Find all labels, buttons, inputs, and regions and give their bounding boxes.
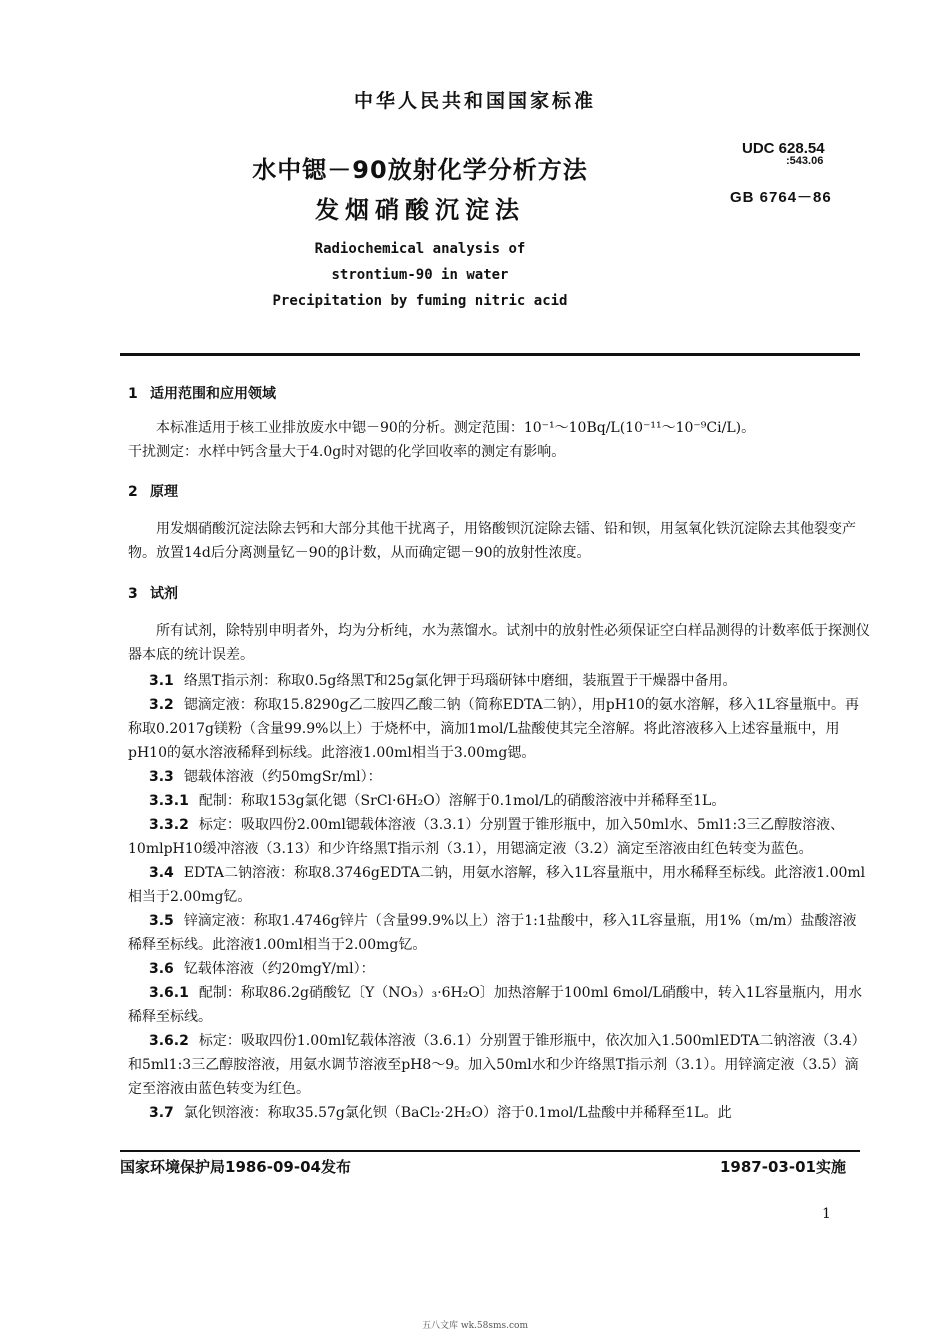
title-cn-line-1: 水中锶－90放射化学分析方法 xyxy=(252,156,588,184)
section-3-heading: 3 试剂 xyxy=(128,586,178,602)
udc-line-1: UDC 628.54 xyxy=(742,140,825,157)
gb-code: GB 6764－86 xyxy=(730,189,832,206)
reagent-3-1: 3.1 络黑T指示剂：称取0.5g络黑T和25g氯化钾于玛瑙研钵中磨细，装瓶置于干燥器中备用。 xyxy=(149,673,737,689)
udc-code xyxy=(742,140,825,167)
effective-date: 1987-03-01实施 xyxy=(720,1158,846,1176)
section-1-heading: 1 适用范围和应用领域 xyxy=(128,386,276,402)
issue-date: 国家环境保护局1986-09-04发布 xyxy=(120,1158,351,1176)
reagent-3-3-1: 3.3.1 配制：称取153g氯化锶（SrCl·6H₂O）溶解于0.1mol/L的硝酸溶液中并稀释至1L。 xyxy=(149,793,726,809)
page-number: 1 xyxy=(822,1206,831,1222)
title-en xyxy=(180,236,660,314)
title-cn-line-2: 发烟硝酸沉淀法 xyxy=(315,196,525,224)
header-divider xyxy=(120,353,860,356)
title-en-line-2: strontium-90 in water xyxy=(331,267,509,283)
reagent-3-6: 3.6 钇载体溶液（约20mgY/ml）： xyxy=(149,961,375,977)
reagent-3-5: 3.5 锌滴定液：称取1.4746g锌片（含量99.9%以上）溶于1:1盐酸中，移入1L容量瓶，用1%（m/m）盐酸溶液稀释至标线。此溶液1.00ml相当于2.00mg钇。 xyxy=(128,913,857,953)
issuing-org: 中华人民共和国国家标准 xyxy=(353,90,596,112)
reagent-3-3-2: 3.3.2 标定：吸取四份2.00ml锶载体溶液（3.3.1）分别置于锥形瓶中，加入50ml水、5ml1:3三乙醇胺溶液、10mlpH10缓冲溶液（3.13）和少许络黑T指示剂（3.1），用锶滴定液（3.2）滴定至溶液由红色转变为蓝色。 xyxy=(128,817,845,857)
reagent-3-2: 3.2 锶滴定液：称取15.8290g乙二胺四乙酸二钠（简称EDTA二钠），用pH10的氨水溶解，移入1L容量瓶中。再称取0.2017g镁粉（含量99.9%以上）于烧杯中，滴加1mol/L盐酸使其完全溶解。将此溶液移入上述容量瓶中，用pH10的氨水溶液稀释到标线。此溶液1.00ml相当于3.00mg锶。 xyxy=(128,697,859,761)
section-1-text-1: 本标准适用于核工业排放废水中锶－90的分析。测定范围：10⁻¹～10Bq/L(10⁻¹¹～10⁻⁹Ci/L)。 xyxy=(156,420,756,436)
section-2-heading: 2 原理 xyxy=(128,484,178,500)
title-en-line-1: Radiochemical analysis of xyxy=(314,241,526,257)
footer-divider xyxy=(120,1150,860,1152)
watermark-text: 五八文库 wk.58sms.com xyxy=(422,1321,528,1331)
section-3-intro: 所有试剂，除特别申明者外，均为分析纯，水为蒸馏水。试剂中的放射性必须保证空白样品测得的计数率低于探测仪器本底的统计误差。 xyxy=(128,623,870,663)
reagent-3-3: 3.3 锶载体溶液（约50mgSr/ml）： xyxy=(149,769,382,785)
document-body xyxy=(128,383,870,1125)
section-1-text-2: 干扰测定：水样中钙含量大于4.0g时对锶的化学回收率的测定有影响。 xyxy=(128,444,566,460)
reagent-3-6-1: 3.6.1 配制：称取86.2g硝酸钇〔Y（NO₃）₃·6H₂O〕加热溶解于100ml 6mol/L硝酸中，转入1L容量瓶内，用水稀释至标线。 xyxy=(128,985,863,1025)
title-en-line-3: Precipitation by fuming nitric acid xyxy=(272,293,568,309)
section-2-text: 用发烟硝酸沉淀法除去钙和大部分其他干扰离子，用铬酸钡沉淀除去镭、铅和钡，用氢氧化铁沉淀除去其他裂变产物。放置14d后分离测量钇－90的β计数，从而确定锶－90的放射性浓度。 xyxy=(128,521,856,561)
reagent-3-4: 3.4 EDTA二钠溶液：称取8.3746gEDTA二钠，用氨水溶解，移入1L容量瓶中，用水稀释至标线。此溶液1.00ml相当于2.00mg钇。 xyxy=(128,865,866,905)
reagent-3-7: 3.7 氯化钡溶液：称取35.57g氯化钡（BaCl₂·2H₂O）溶于0.1mol/L盐酸中并稀释至1L。此 xyxy=(149,1105,732,1121)
udc-line-2: :543.06 xyxy=(786,155,824,167)
reagent-3-6-2: 3.6.2 标定：吸取四份1.00ml钇载体溶液（3.6.1）分别置于锥形瓶中，依次加入1.500mlEDTA二钠溶液（3.4）和5ml1:3三乙醇胺溶液，用氨水调节溶液至pH8～9。加入50ml水和少许络黑T指示剂（3.1）。用锌滴定液（3.5）滴定至溶液由蓝色转变为红色。 xyxy=(128,1033,866,1097)
